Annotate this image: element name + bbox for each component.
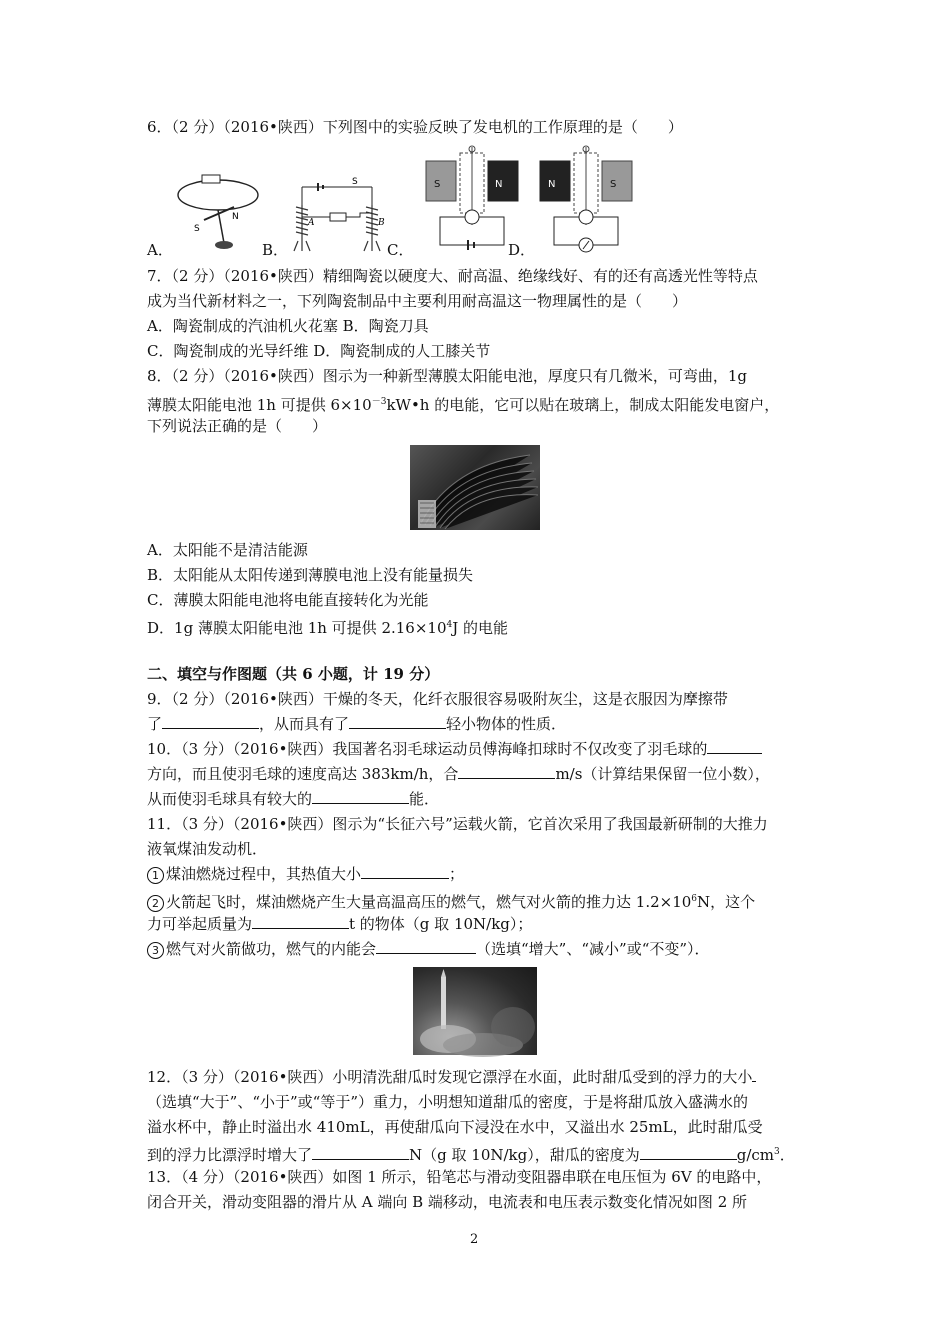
q6-option-a-label: A． bbox=[147, 241, 173, 259]
q10-line-1: 10．（3 分）（2016•陕西）我国著名羽毛球运动员傅海峰扣球时不仅改变了羽毛球的 bbox=[147, 739, 762, 759]
fig-a-n-label: N bbox=[232, 212, 239, 222]
fig-b-b-label: B bbox=[378, 218, 385, 228]
q12-blank-2[interactable] bbox=[312, 1145, 409, 1160]
q13-line-1: 13．（4 分）（2016•陕西）如图 1 所示，铅笔芯与滑动变阻器串联在电压恒为 6V 的电路中， bbox=[147, 1168, 772, 1186]
q6-option-c-label: C． bbox=[387, 241, 414, 259]
q7-line-2: 成为当代新材料之一，下列陶瓷制品中主要利用耐高温这一物理属性的是（ ） bbox=[147, 292, 688, 310]
q9-blank-1[interactable] bbox=[162, 714, 259, 729]
q8-option-d: D．1g 薄膜太阳能电池 1h 可提供 $2.16\times 10^4J$ 的电能 bbox=[147, 619, 509, 637]
fig-c-s-label: S bbox=[434, 179, 441, 190]
q8-option-b: B．太阳能从太阳传递到薄膜电池上没有能量损失 bbox=[147, 566, 474, 584]
q11-line-3: 1 煤油燃烧过程中，其热值大小 ； bbox=[147, 864, 464, 884]
q11-blank-1[interactable] bbox=[361, 864, 449, 879]
q11-line-6: 3 燃气对火箭做功，燃气的内能会 （选填“增大”、“减小”或“不变”）． bbox=[147, 939, 710, 959]
q12-line-4: 到的浮力比漂浮时增大了 N（g 取 10N/kg），甜瓜的密度为 $g/cm^3$． bbox=[147, 1146, 795, 1164]
q12-blank-3[interactable] bbox=[640, 1145, 737, 1160]
q10-line-3: 从而使羽毛球具有较大的 能． bbox=[147, 790, 440, 808]
q7-line-1: 7．（2 分）（2016•陕西）精细陶瓷以硬度大、耐高温、绝缘线好、有的还有高透光性等特点 bbox=[147, 267, 758, 285]
q8-line-1: 8．（2 分）（2016•陕西）图示为一种新型薄膜太阳能电池，厚度只有几微米，可弯曲，1g bbox=[147, 367, 748, 385]
q9-line-1: 9．（2 分）（2016•陕西）干燥的冬天，化纤衣服很容易吸附灰尘，这是衣服因为摩擦带 bbox=[147, 690, 728, 708]
fig-b-a-label: A bbox=[308, 218, 315, 228]
section-2-title: 二、填空与作图题（共 6 小题，计 19 分） bbox=[147, 665, 440, 683]
fig-c-n-label: N bbox=[495, 179, 503, 190]
q13-line-2: 闭合开关，滑动变阻器的滑片从 A 端向 B 端移动，电流表和电压表示数变化情况如图 2 所 bbox=[147, 1193, 748, 1211]
q7-options-cd: C．陶瓷制成的光导纤维 D．陶瓷制成的人工膝关节 bbox=[147, 342, 491, 360]
q11-line-5: 力可举起质量为 t 的物体（g 取 10N/kg）； bbox=[147, 915, 533, 933]
q8-line-2: 薄膜太阳能电池 1h 可提供 $6\times 10^{-3}kW•h$ 的电能，它可以贴在玻璃上，制成太阳能发电窗户， bbox=[147, 396, 780, 414]
q10-blank-1[interactable] bbox=[707, 739, 762, 754]
q8-option-c: C．薄膜太阳能电池将电能直接转化为光能 bbox=[147, 591, 429, 609]
q8-option-a: A．太阳能不是清洁能源 bbox=[147, 541, 308, 559]
q9-blank-2[interactable] bbox=[349, 714, 446, 729]
q7-options-ab: A．陶瓷制成的汽油机火花塞 B．陶瓷刀具 bbox=[147, 317, 429, 335]
q10-blank-2[interactable] bbox=[458, 764, 555, 779]
q11-blank-2[interactable] bbox=[252, 914, 349, 929]
q12-line-2: （选填“大于”、“小于”或“等于”）重力，小明想知道甜瓜的密度，于是将甜瓜放入盛满水的 bbox=[147, 1093, 749, 1111]
q6-figure-a bbox=[172, 165, 264, 251]
q10-line-2: 方向，而且使羽毛球的速度高达 383km/h，合 m/s（计算结果保留一位小数）， bbox=[147, 765, 770, 783]
q12-blank-1[interactable] bbox=[752, 1067, 756, 1082]
q9-line-2: 了 ，从而具有了 轻小物体的性质． bbox=[147, 715, 567, 733]
q6-stem: 6．（2 分）（2016•陕西）下列图中的实验反映了发电机的工作原理的是（ ） bbox=[147, 118, 683, 136]
q6-figure-c bbox=[420, 145, 524, 253]
fig-a-s-label: S bbox=[194, 224, 200, 234]
q12-line-1: 12．（3 分）（2016•陕西）小明清洗甜瓜时发现它漂浮在水面，此时甜瓜受到的浮力的大小 bbox=[147, 1067, 756, 1087]
fig-b-s-label: S bbox=[352, 177, 358, 187]
q11-line-4: 2 火箭起飞时，煤油燃烧产生大量高温高压的燃气，燃气对火箭的推力达 $1.2\times 10^6N$，这个 bbox=[147, 889, 755, 912]
fig-d-n-label: N bbox=[548, 179, 556, 190]
q11-blank-3[interactable] bbox=[376, 939, 476, 954]
q12-line-3: 溢水杯中，静止时溢出水 410mL，再使甜瓜向下浸没在水中，又溢出水 25mL，此时甜瓜受 bbox=[147, 1118, 763, 1136]
q6-option-d-label: D． bbox=[508, 241, 536, 259]
q11-line-1: 11．（3 分）（2016•陕西）图示为“长征六号”运载火箭，它首次采用了我国最新研制的大推力 bbox=[147, 815, 768, 833]
rocket-photo bbox=[413, 967, 537, 1055]
q8-line-3: 下列说法正确的是（ ） bbox=[147, 417, 328, 435]
q11-line-2: 液氧煤油发动机． bbox=[147, 840, 268, 858]
q6-figure-b bbox=[290, 175, 385, 253]
q10-blank-3[interactable] bbox=[312, 789, 409, 804]
solar-film-photo bbox=[410, 445, 540, 530]
q6-option-b-label: B． bbox=[262, 241, 289, 259]
q6-figure-d bbox=[534, 145, 638, 253]
fig-d-s-label: S bbox=[610, 179, 617, 190]
page-number: 2 bbox=[470, 1232, 479, 1247]
